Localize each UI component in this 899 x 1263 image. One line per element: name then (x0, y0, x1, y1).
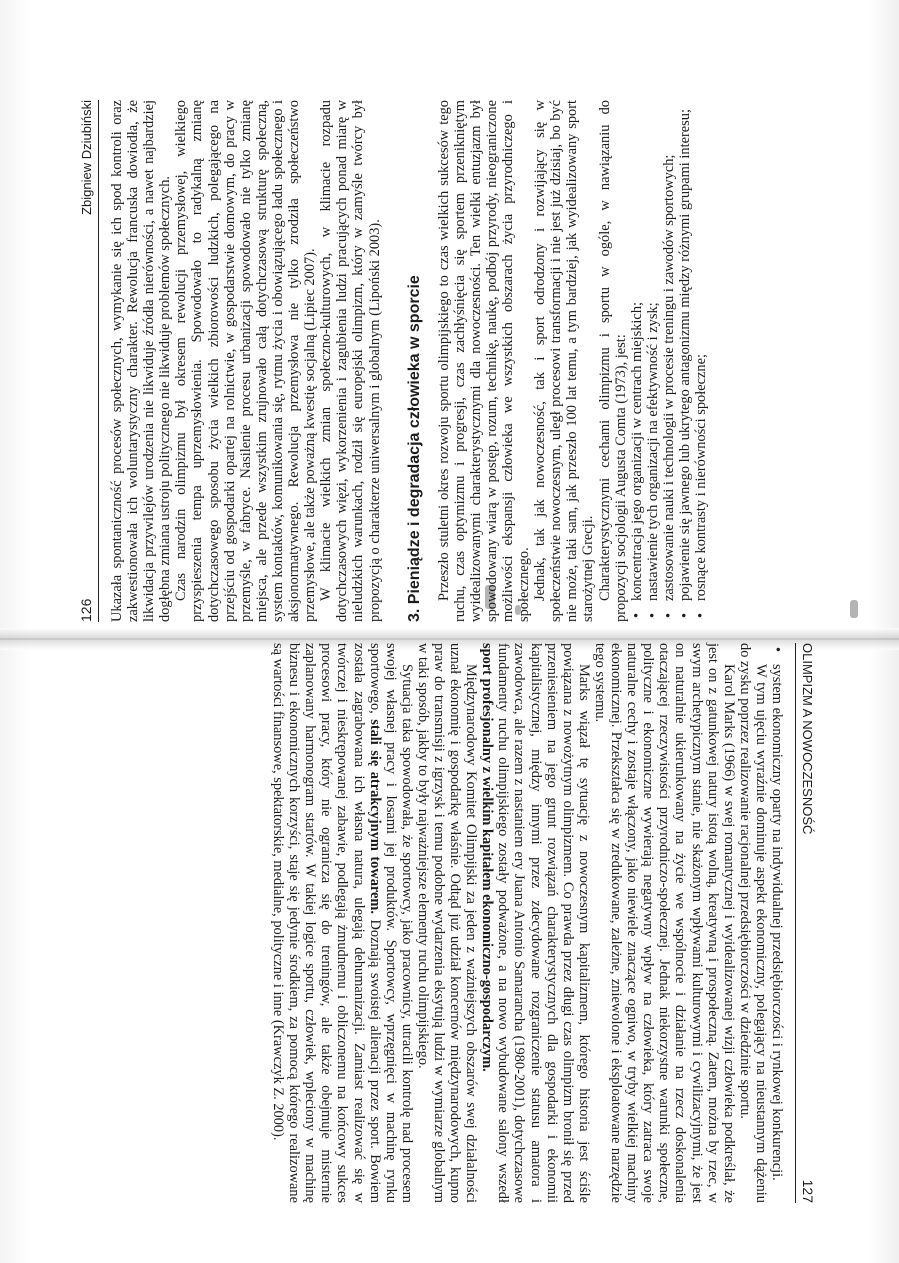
list-item-text: koncentracja jego organizacji w centrach miejskich; (628, 301, 645, 601)
list-item-text: system ekonomiczny oparty na indywidualnej przedsiębiorczości i rynkowej konkurencji. (769, 664, 785, 1181)
page-number: 126 (78, 598, 94, 622)
emphasis-text: sport profesjonalny z wielkim kapitałem ekonomiczno-gospodarczym. (479, 643, 496, 1072)
paragraph: W tym ujęciu wyraźnie dominuje aspekt ekonomiczny, polegający na nieustannym dążeniu do zysku poprzez realizowanie racjonalnej przedsiębiorczości w dziedzinie sportu. (736, 643, 769, 1203)
bullet-symbol: • (693, 612, 710, 618)
paragraph: Jednak, tak jak nowoczesność, tak i sport odrodzony i rozwijający się w społeczeństwie nowoczesnym, uległ procesowi transformacji i nie jest już dzisiaj, bo być nie może, taki sam, jak przeszło 100 lat temu, a tym bardziej, jak wyidealizowany sport starożytnej Grecji. (532, 100, 597, 622)
list-item (661, 100, 677, 622)
list-item (677, 100, 693, 622)
list-item-text: pojawienie się jawnego lub ukrytego antagonizmu między różnymi grupami interesu; (677, 109, 693, 601)
page-number: 127 (800, 1179, 816, 1203)
running-head: Zbigniew Dziubiński (79, 100, 94, 215)
paragraph: W klimacie wielkich zmian społeczno-kulturowych, w klimacie rozpadu dotychczasowych więzi, wykorzenienia i zagubienia ludzi pracujących ponad miarę w nieludzkich warunkach, rodził się europejski olimpizm, który w zamyśle twórcy był propozycją o charakterze uniwersalnym i globalnym (Lipoński 2003). (318, 100, 383, 622)
paragraph: Przeszło stuletni okres rozwoju sportu olimpijskiego to czas wielkich sukcesów tego ruchu, czas optymizmu i progresji, czas zachłyśnięcia się sportem przenikniętym wyidealizowanymi charakterystycznymi dla nowoczesności. Ten wielki entuzjazm był spowodowany wiarą w postęp, rozum, technikę, naukę, podbój przyrody, nieograniczone możliwości ekspansji człowieka we wszystkich obszarach życia przyrodniczego i społecznego. (435, 100, 533, 622)
list-item-text: nastawienie tych organizacji na efektywność i zysk; (644, 302, 661, 601)
scan-speck (850, 600, 858, 618)
left-page-header (78, 100, 99, 622)
running-head: OLIMPIZM A NOWOCZESNOŚĆ (800, 643, 815, 835)
paragraph: Międzynarodowy Komitet Olimpijski za jeden z ważniejszych obszarów swej działalności uznał ekonomię i gospodarkę właśnie. Odtąd już udział koncernów międzynarodowych, kupno praw do transmisji z igrzysk i temu podobne wydarzenia eksytują ludzi w wymiarze globalnym w taki sposób, jakby to były najważniejsze elementy ruchu olimpijskiego. (414, 643, 480, 1203)
bullet-list (769, 643, 785, 1203)
left-page (78, 100, 710, 622)
paragraph-text: Sytuacja taka spowodowała, że sportowcy, jako pracownicy, utracili kontrolę nad procesem swojej własnej pracy i losami jej produktów. Sportowcy, wprzęgnięci w machinę rynku sportowego, (366, 643, 415, 1203)
paragraph: Karol Marks (1966) w swej romantycznej i wyidealizowanej wizji człowieka podkreślał, że jest on z gatunkowej natury istotą wolną, kreatywną i prospołeczną. Zatem, można by rzec, w swym archetypicznym stanie, nie skażonym wpływami kulturowymi i cywilizacyjnymi, że jest on naturalnie ukierunkowany na życie we wspólnocie i działanie na rzecz doskonalenia otaczającej rzeczywistości przyrodniczo-społecznej. Jednak niekorzystne warunki społeczne, polityczne i ekonomiczne wywierają negatywny wpływ na człowieka, który zatraca swoje naturalne cechy i zostaje włączony, jako niewiele znaczące ogniwo, w tryby wielkiej machiny ekonomicznej. Przekształca się w zredukowane, zależne, zniewolone i eksploatowane narzędzie tego systemu. (591, 643, 737, 1203)
emphasis-text: stali się atrakcyjnym towarem. (366, 719, 383, 915)
bullet-symbol: • (769, 647, 785, 653)
list-item (629, 100, 645, 622)
paragraph (270, 643, 415, 1203)
paragraph: Charakterystycznymi cechami olimpizmu i sportu w ogóle, w nawiązaniu do propozycji socjologii Augusta Comta (1973), jest: (596, 100, 629, 622)
bullet-list (629, 100, 709, 622)
list-item-text: zastosowanie nauki i technologii w procesie treningu i zawodów sportowych; (660, 154, 677, 601)
right-page (76, 643, 816, 1203)
paragraph-text: Marks wiązał tę sytuację z nowoczesnym kapitalizmem, którego historia jest ściśle powiązana z nowożytnym olimpizmem. Co prawda przez długi czas olimpizm bronił się przed przeniesieniem na jego grunt rozwiązań charakterystycznych dla gospodarki i ekonomii kapitalistycznej, między innymi przez zdecydowane rozgraniczenie statusu amatora i zawodowca, ale razem z nastaniem ery Juana Antonio Samarancha (1980-2001), dotychczasowe fundamenty ruchu olimpijskiego zostały podważone, a na nowo wybudowane salony wszedł (495, 643, 592, 1203)
list-item (693, 100, 709, 622)
paragraph-text: Doznają swoistej alienacji przez sport. Bowiem została zagrabowana ich własna natura, ulegają dehumanizacji. Zamiast realizować się w twórczej i nieskrępowanej zabawie, podlegają żmudnemu i obliczonemu na końcowy sukces procesowi pracy, który nie ogranicza się do treningów, ale także obejmuje misternie zaplanowany harmonogram startów. W takiej logice sportu, człowiek, wpleciony w machinę biznesu i ekonomicznych korzyści, staje się jedynie środkiem, za pomocą którego realizowane są wartości finansowe, spektatorskie, medialne, polityczne i inne (Krawczyk Z. 2000). (270, 643, 383, 1203)
section-heading: 3. Pieniądze i degradacja człowieka w sporcie (405, 275, 423, 622)
paragraph: Czas narodzin olimpizmu był okresem rewolucji przemysłowej, wielkiego przyspieszenia tempa uprzemysłowienia. Spowodowało to radykalną zmianę dotychczasowego sposobu życia wielkich zbiorowości ludzkich, polegającego na przejściu od gospodarki opartej na rolnictwie, w gospodarstwie domowym, do pracy w przemyśle, w fabryce. Nasilenie procesu urbanizacji spowodowało nie tylko zmianę miejsca, ale przede wszystkim zrujnowało całą dotychczasową strukturę społeczną, system kontaktów, komunikowania się, rytmu życia i obowiązującego ładu społecznego i aksjonormatywnego. Rewolucja przemysłowa nie tylko zrodziła społeczeństwo przemysłowe, ale także poważną kwestię socjalną (Lipiec 2007). (173, 100, 319, 622)
bullet-symbol: • (660, 612, 677, 618)
list-item (769, 643, 785, 1203)
bullet-symbol: • (677, 612, 693, 618)
right-page-header (795, 643, 816, 1203)
paragraph: Ukazała spontaniczność procesów społecznych, wymykanie się ich spod kontroli oraz zakwestionowała ich woluntarystyczny charakter. Rewolucja francuska dowiodła, że likwidacja przywilejów urodzenia nie likwiduje źródła nierówności, a nawet najbardziej dogłębna zmiana ustroju politycznego nie likwiduje problemów społecznych. (109, 100, 174, 622)
bullet-symbol: • (628, 612, 645, 618)
list-item-text: rosnące kontrasty i nierówności społeczne; (693, 354, 710, 601)
bullet-symbol: • (644, 612, 661, 618)
paragraph (479, 643, 592, 1203)
list-item (645, 100, 661, 622)
